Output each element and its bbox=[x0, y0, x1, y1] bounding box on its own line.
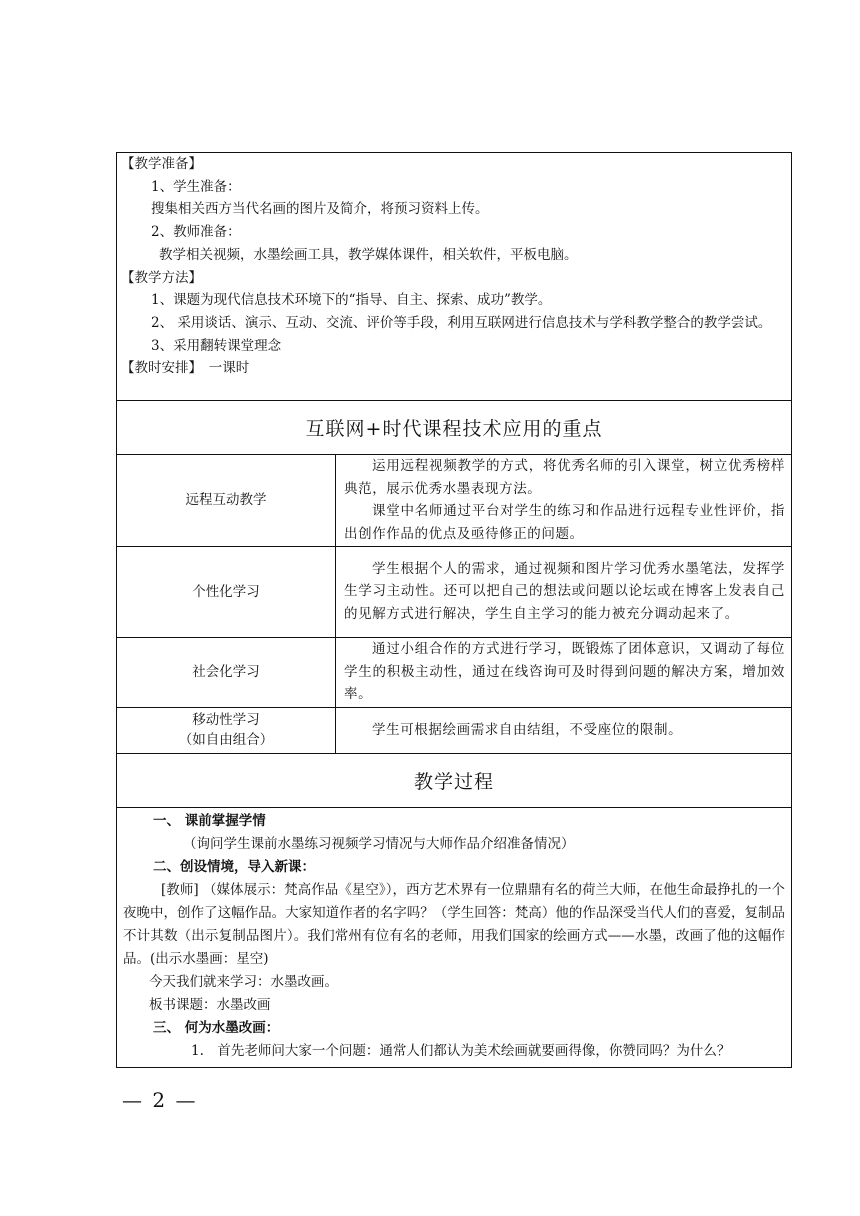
features-table bbox=[117, 455, 791, 754]
method-item-2: 2、 采用谈话、演示、互动、交流、评价等手段，利用互联网进行信息技术与学科教学整合的教学尝试。 bbox=[151, 314, 772, 331]
feature-name: 个性化学习 bbox=[117, 546, 336, 637]
feature-name-sub: （如自由组合） bbox=[178, 732, 274, 748]
feature-name: 移动性学习 bbox=[192, 712, 260, 728]
table-row bbox=[117, 455, 791, 546]
process-paragraph: [教师] （媒体展示：梵高作品《星空》），西方艺术界有一位鼎鼎有名的荷兰大师，在他生命最挣扎的一个夜晚中，创作了这幅作品。大家知道作者的名字吗？（学生回答：梵高）他的作品深受当代人们的喜爱，复制品不计其数（出示复制品图片）。我们常州有位有名的老师，用我们国家的绘画方式——水墨，改画了他的这幅作品。(出示水墨画：星空) bbox=[123, 881, 785, 967]
feature-name: 远程互动教学 bbox=[117, 455, 336, 546]
section-title-process: 教学过程 bbox=[117, 754, 791, 808]
table-row bbox=[117, 707, 791, 753]
process-heading-2: 二、创设情境，导入新课： bbox=[153, 858, 315, 875]
preparation-block bbox=[117, 153, 791, 401]
feature-desc-para: 学生根据个人的需求，通过视频和图片学习优秀水墨笔法，发挥学生学习主动性。还可以把自己的想法或问题以论坛或在博客上发表自己的见解方式进行解决，学生自主学习的能力被充分调动起来了。 bbox=[344, 560, 785, 622]
feature-name-cell bbox=[117, 707, 336, 753]
process-question-1: 1. 首先老师问大家一个问题：通常人们都认为美术绘画就要画得像，你赞同吗？为什么？ bbox=[191, 1042, 731, 1059]
table-row bbox=[117, 546, 791, 637]
feature-desc bbox=[336, 637, 792, 707]
page-number: — 2 — bbox=[122, 1088, 198, 1112]
feature-desc bbox=[336, 455, 792, 546]
time-arrangement: 【教时安排】 一课时 bbox=[121, 360, 250, 377]
feature-name: 社会化学习 bbox=[117, 637, 336, 707]
table-row bbox=[117, 637, 791, 707]
process-today: 今天我们就来学习：水墨改画。 bbox=[149, 973, 338, 990]
teaching-process bbox=[117, 808, 791, 1067]
feature-desc-para: 课堂中名师通过平台对学生的练习和作品进行远程专业性评价，指出创作作品的优点及亟待修正的问题。 bbox=[344, 503, 785, 542]
feature-desc-para: 通过小组合作的方式进行学习，既锻炼了团体意识，又调动了每位学生的积极主动性，通过在线咨询可及时得到问题的解决方案，增加效率。 bbox=[344, 641, 785, 703]
method-item-1: 1、课题为现代信息技术环境下的“指导、自主、探索、成功”教学。 bbox=[151, 292, 552, 309]
teacher-prep-task: 教学相关视频，水墨绘画工具，教学媒体课件，相关软件，平板电脑。 bbox=[159, 246, 578, 263]
feature-desc bbox=[336, 546, 792, 637]
section-title-tech: 互联网+时代课程技术应用的重点 bbox=[117, 401, 791, 455]
prep-heading: 【教学准备】 bbox=[121, 156, 202, 172]
feature-desc-para: 学生可根据绘画需求自由结组，不受座位的限制。 bbox=[372, 721, 683, 738]
student-prep-task: 搜集相关西方当代名画的图片及简介，将预习资料上传。 bbox=[151, 201, 489, 218]
process-board: 板书课题：水墨改画 bbox=[149, 996, 271, 1013]
process-note: （询问学生课前水墨练习视频学习情况与大师作品介绍准备情况） bbox=[183, 835, 575, 852]
process-heading-1: 一、 课前掌握学情 bbox=[153, 812, 266, 829]
method-item-3: 3、采用翻转课堂理念 bbox=[151, 337, 282, 354]
feature-desc-para: 运用远程视频教学的方式，将优秀名师的引入课堂，树立优秀榜样典范，展示优秀水墨表现方法。 bbox=[344, 458, 785, 497]
teacher-prep-label: 2、教师准备： bbox=[151, 224, 241, 241]
feature-desc bbox=[336, 707, 792, 753]
method-heading: 【教学方法】 bbox=[121, 269, 202, 286]
process-heading-3: 三、 何为水墨改画： bbox=[153, 1019, 280, 1036]
student-prep-label: 1、学生准备： bbox=[151, 178, 241, 195]
lesson-plan-table bbox=[116, 152, 792, 1068]
